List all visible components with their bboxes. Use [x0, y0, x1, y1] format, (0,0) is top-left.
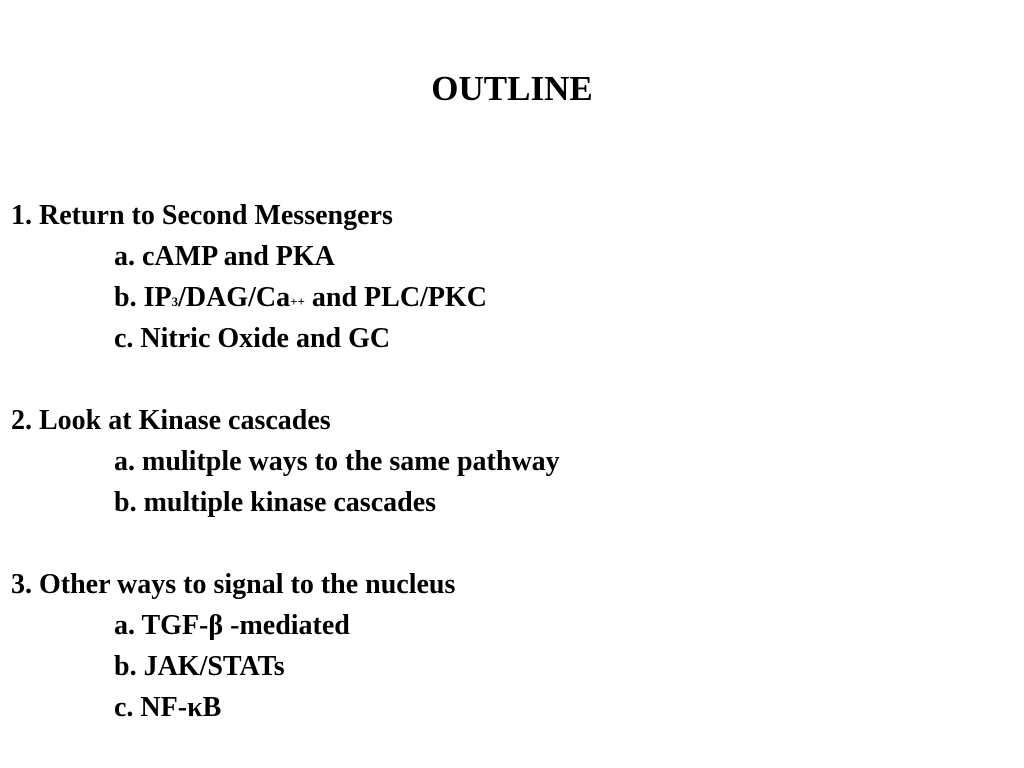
list-item-3c: c. NF-κB: [114, 692, 222, 723]
spacer: [11, 523, 560, 564]
list-item-1b: [11, 277, 560, 318]
list-item-1b-middle: /DAG/Ca: [178, 282, 291, 313]
list-item-1c: c. Nitric Oxide and GC: [114, 323, 391, 354]
subscript-3: 3: [171, 294, 179, 309]
list-item-1b-start: b. IP: [114, 282, 172, 313]
list-item-3a: a. TGF-β -mediated: [114, 610, 350, 641]
section-heading-3: 3. Other ways to signal to the nucleus: [11, 569, 456, 600]
list-item-2a: a. mulitple ways to the same pathway: [114, 446, 560, 477]
list-item-1b-end: and PLC/PKC: [304, 282, 487, 313]
outline-list: [11, 195, 560, 728]
slide-title: OUTLINE: [431, 69, 593, 108]
list-item-3b: b. JAK/STATs: [114, 651, 285, 682]
subscript-plus-plus: ++: [290, 294, 305, 309]
section-heading-1: 1. Return to Second Messengers: [11, 200, 393, 231]
spacer: [11, 359, 560, 400]
list-item-2b: b. multiple kinase cascades: [114, 487, 437, 518]
section-heading-2: 2. Look at Kinase cascades: [11, 405, 331, 436]
list-item-1a: a. cAMP and PKA: [114, 241, 335, 272]
